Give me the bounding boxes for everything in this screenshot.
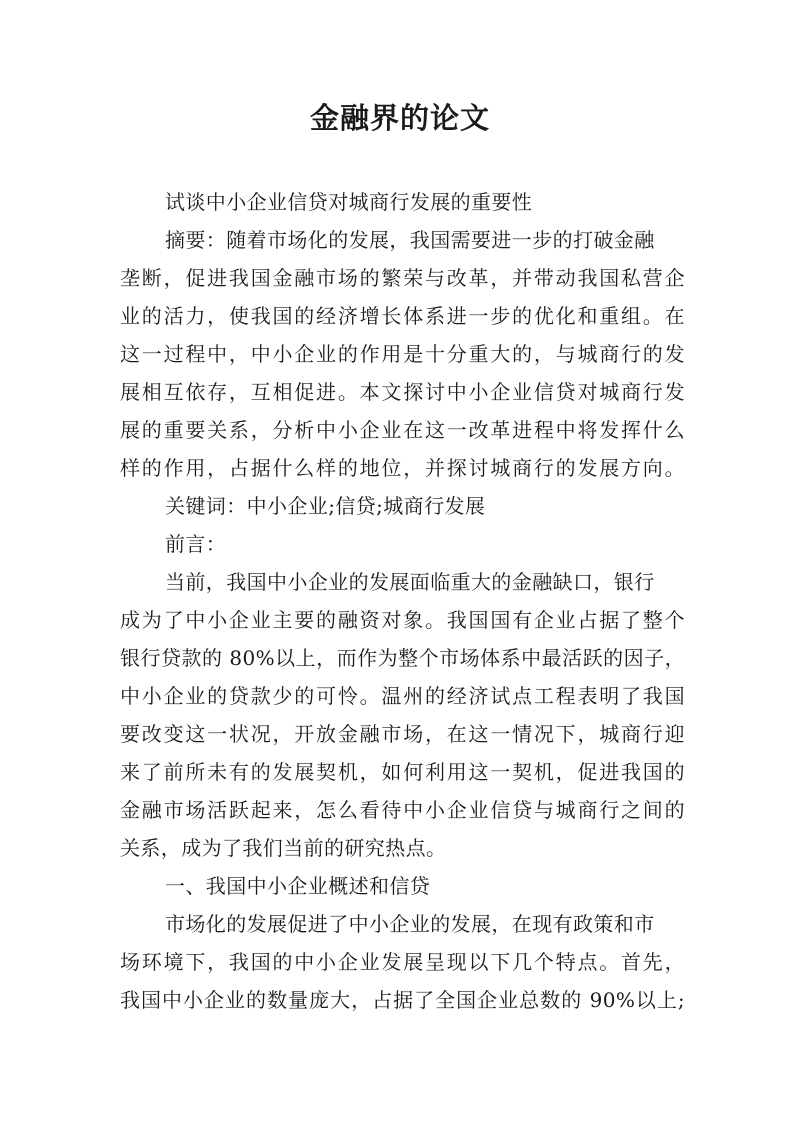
- text-line: 要改变这一状况，开放金融市场，在这一情况下，城商行迎: [120, 722, 685, 746]
- text-line: 金融市场活跃起来，怎么看待中小企业信贷与城商行之间的: [120, 798, 685, 822]
- text-line: 成为了中小企业主要的融资对象。我国国有企业占据了整个: [120, 608, 685, 632]
- text-line: 摘要：随着市场化的发展，我国需要进一步的打破金融: [165, 228, 655, 252]
- text-line: 前言：: [165, 532, 227, 556]
- text-line: 我国中小企业的数量庞大，占据了全国企业总数的 90%以上;: [120, 988, 685, 1012]
- text-line: 市场化的发展促进了中小企业的发展，在现有政策和市: [165, 912, 655, 936]
- document-body: [120, 183, 685, 1019]
- text-line: 样的作用，占据什么样的地位，并探讨城商行的发展方向。: [120, 456, 685, 480]
- text-line: 展的重要关系，分析中小企业在这一改革进程中将发挥什么: [120, 418, 685, 442]
- text-line: 关系，成为了我们当前的研究热点。: [120, 836, 447, 860]
- text-line: 业的活力，使我国的经济增长体系进一步的优化和重组。在: [120, 304, 685, 328]
- text-line: 银行贷款的 80%以上，而作为整个市场体系中最活跃的因子，: [120, 646, 685, 670]
- text-line: 一、我国中小企业概述和信贷: [165, 874, 431, 898]
- text-line: 场环境下，我国的中小企业发展呈现以下几个特点。首先，: [120, 950, 685, 974]
- document-title: 金融界的论文: [309, 101, 490, 135]
- text-line: 试谈中小企业信贷对城商行发展的重要性: [165, 190, 533, 214]
- text-line: 这一过程中，中小企业的作用是十分重大的，与城商行的发: [120, 342, 685, 366]
- text-line: 当前，我国中小企业的发展面临重大的金融缺口，银行: [165, 570, 655, 594]
- text-line: 中小企业的贷款少的可怜。温州的经济试点工程表明了我国: [120, 684, 685, 708]
- text-line: 垄断，促进我国金融市场的繁荣与改革，并带动我国私营企: [120, 266, 685, 290]
- text-line: 展相互依存，互相促进。本文探讨中小企业信贷对城商行发: [120, 380, 685, 404]
- text-line: 来了前所未有的发展契机，如何利用这一契机，促进我国的: [120, 760, 685, 784]
- text-line: 关键词：中小企业;信贷;城商行发展: [165, 494, 486, 518]
